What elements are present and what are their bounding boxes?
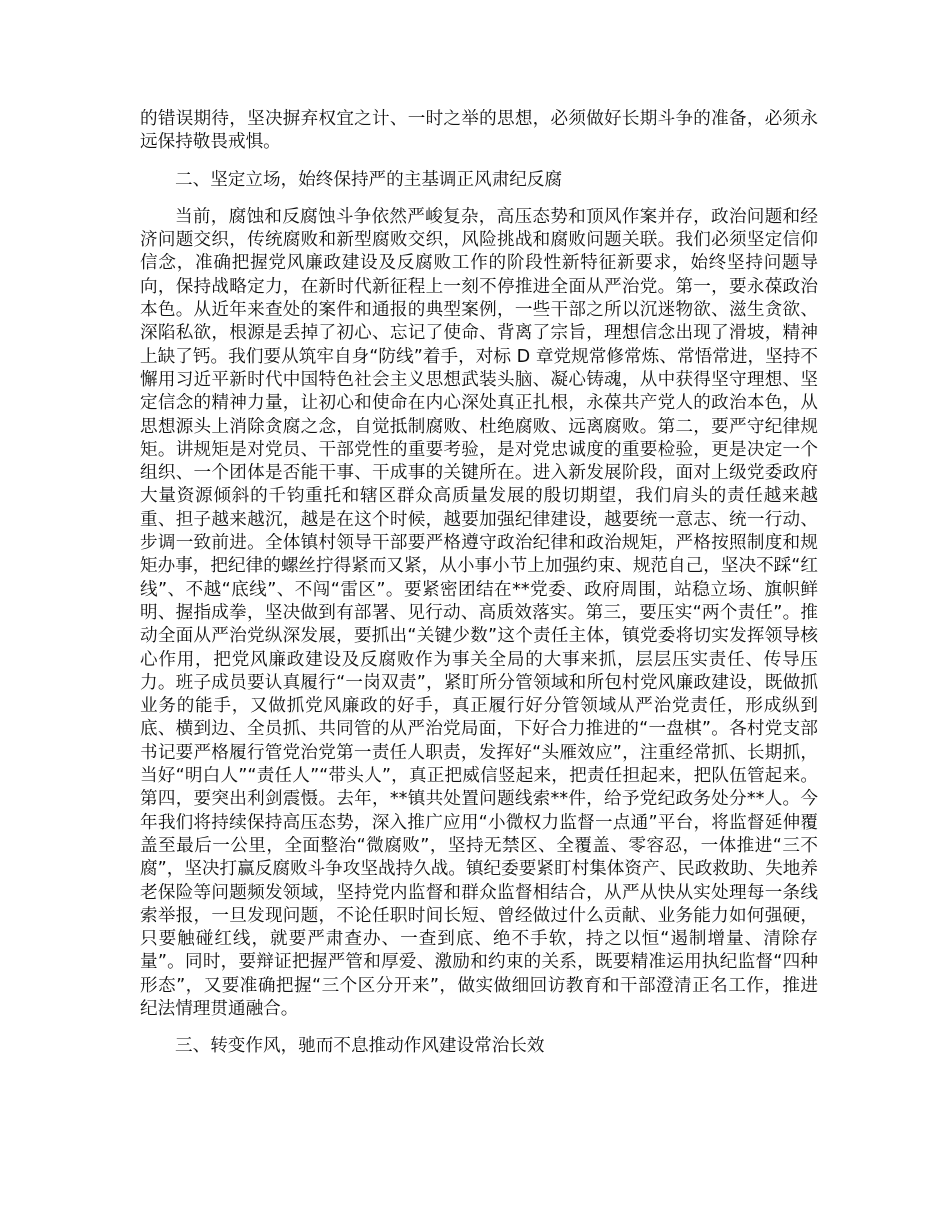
document-page	[140, 108, 818, 1059]
paragraph-main: 当前，腐蚀和反腐蚀斗争依然严峻复杂，高压态势和顶风作案并存，政治问题和经济问题交织，传统腐败和新型腐败交织，风险挑战和腐败问题关联。我们必须坚定信仰信念，准确把握党风廉政建设及反腐败工作的阶段性新特征新要求，始终坚持问题导向，保持战略定力，在新时代新征程上一刻不停推进全面从严治党。第一，要永葆政治本色。从近年来查处的案件和通报的典型案例，一些干部之所以沉迷物欲、滋生贪欲、深陷私欲，根源是丢掉了初心、忘记了使命、背离了宗旨，理想信念出现了滑坡，精神上缺了钙。我们要从筑牢自身“防线”着手，对标 D 章党规常修常炼、常悟常进，坚持不懈用习近平新时代中国特色社会主义思想武装头脑、凝心铸魂，从中获得坚守理想、坚定信念的精神力量，让初心和使命在内心深处真正扎根，永葆共产党人的政治本色，从思想源头上消除贪腐之念，自觉抵制腐败、杜绝腐败、远离腐败。第二，要严守纪律规矩。讲规矩是对党员、干部党性的重要考验，是对党忠诚度的重要检验，更是决定一个组织、一个团体是否能干事、干成事的关键所在。进入新发展阶段，面对上级党委政府大量资源倾斜的千钧重托和辖区群众高质量发展的殷切期望，我们肩头的责任越来越重、担子越来越沉，越是在这个时候，越要加强纪律建设，越要统一意志、统一行动、步调一致前进。全体镇村领导干部要严格遵守政治纪律和政治规矩，严格按照制度和规矩办事，把纪律的螺丝拧得紧而又紧，从小事小节上加强约束、规范自己，坚决不踩“红线”、不越“底线”、不闯“雷区”。要紧密团结在**党委、政府周围，站稳立场、旗帜鲜明、握指成拳，坚决做到有部署、见行动、高质效落实。第三，要压实“两个责任”。推动全面从严治党纵深发展，要抓出“关键少数”这个责任主体，镇党委将切实发挥领导核心作用，把党风廉政建设及反腐败作为事关全局的大事来抓，层层压实责任、传导压力。班子成员要认真履行“一岗双责”，紧盯所分管领域和所包村党风廉政建设，既做抓业务的能手，又做抓党风廉政的好手，真正履行好分管领域从严治党责任，形成纵到底、横到边、全员抓、共同管的从严治党局面，下好合力推进的“一盘棋”。各村党支部书记要严格履行管党治党第一责任人职责，发挥好“头雁效应”，注重经常抓、长期抓，当好“明白人”“责任人”“带头人”，真正把威信竖起来，把责任担起来，把队伍管起来。第四，要突出利剑震慑。去年，**镇共处置问题线索**件，给予党纪政务处分**人。今年我们将持续保持高压态势，深入推广应用“小微权力监督一点通”平台，将监督延伸覆盖至最后一公里，全面整治“微腐败”，坚持无禁区、全覆盖、零容忍，一体推进“三不腐”，坚决打赢反腐败斗争攻坚战持久战。镇纪委要紧盯村集体资产、民政救助、失地养老保险等问题频发领域，坚持党内监督和群众监督相结合，从严从快从实处理每一条线索举报，一旦发现问题，不论任职时间长短、曾经做过什么贡献、业务能力如何强硬，只要触碰红线，就要严肃查办、一查到底、绝不手软，持之以恒“遏制增量、清除存量”。同时，要辩证把握严管和厚爱、激励和约束的关系，既要精准运用执纪监督“四种形态”，又要准确把握“三个区分开来”，做实做细回访教育和干部澄清正名工作，推进纪法情理贯通融合。	[140, 206, 818, 1019]
paragraph-continued: 的错误期待，坚决摒弃权宜之计、一时之举的思想，必须做好长期斗争的准备，必须永远保持敬畏戒惧。	[140, 109, 818, 153]
section-heading-two: 二、坚定立场，始终保持严的主基调正风肃纪反腐	[175, 169, 563, 190]
section-heading-three: 三、转变作风，驰而不息推动作风建设常治长效	[175, 1036, 545, 1057]
